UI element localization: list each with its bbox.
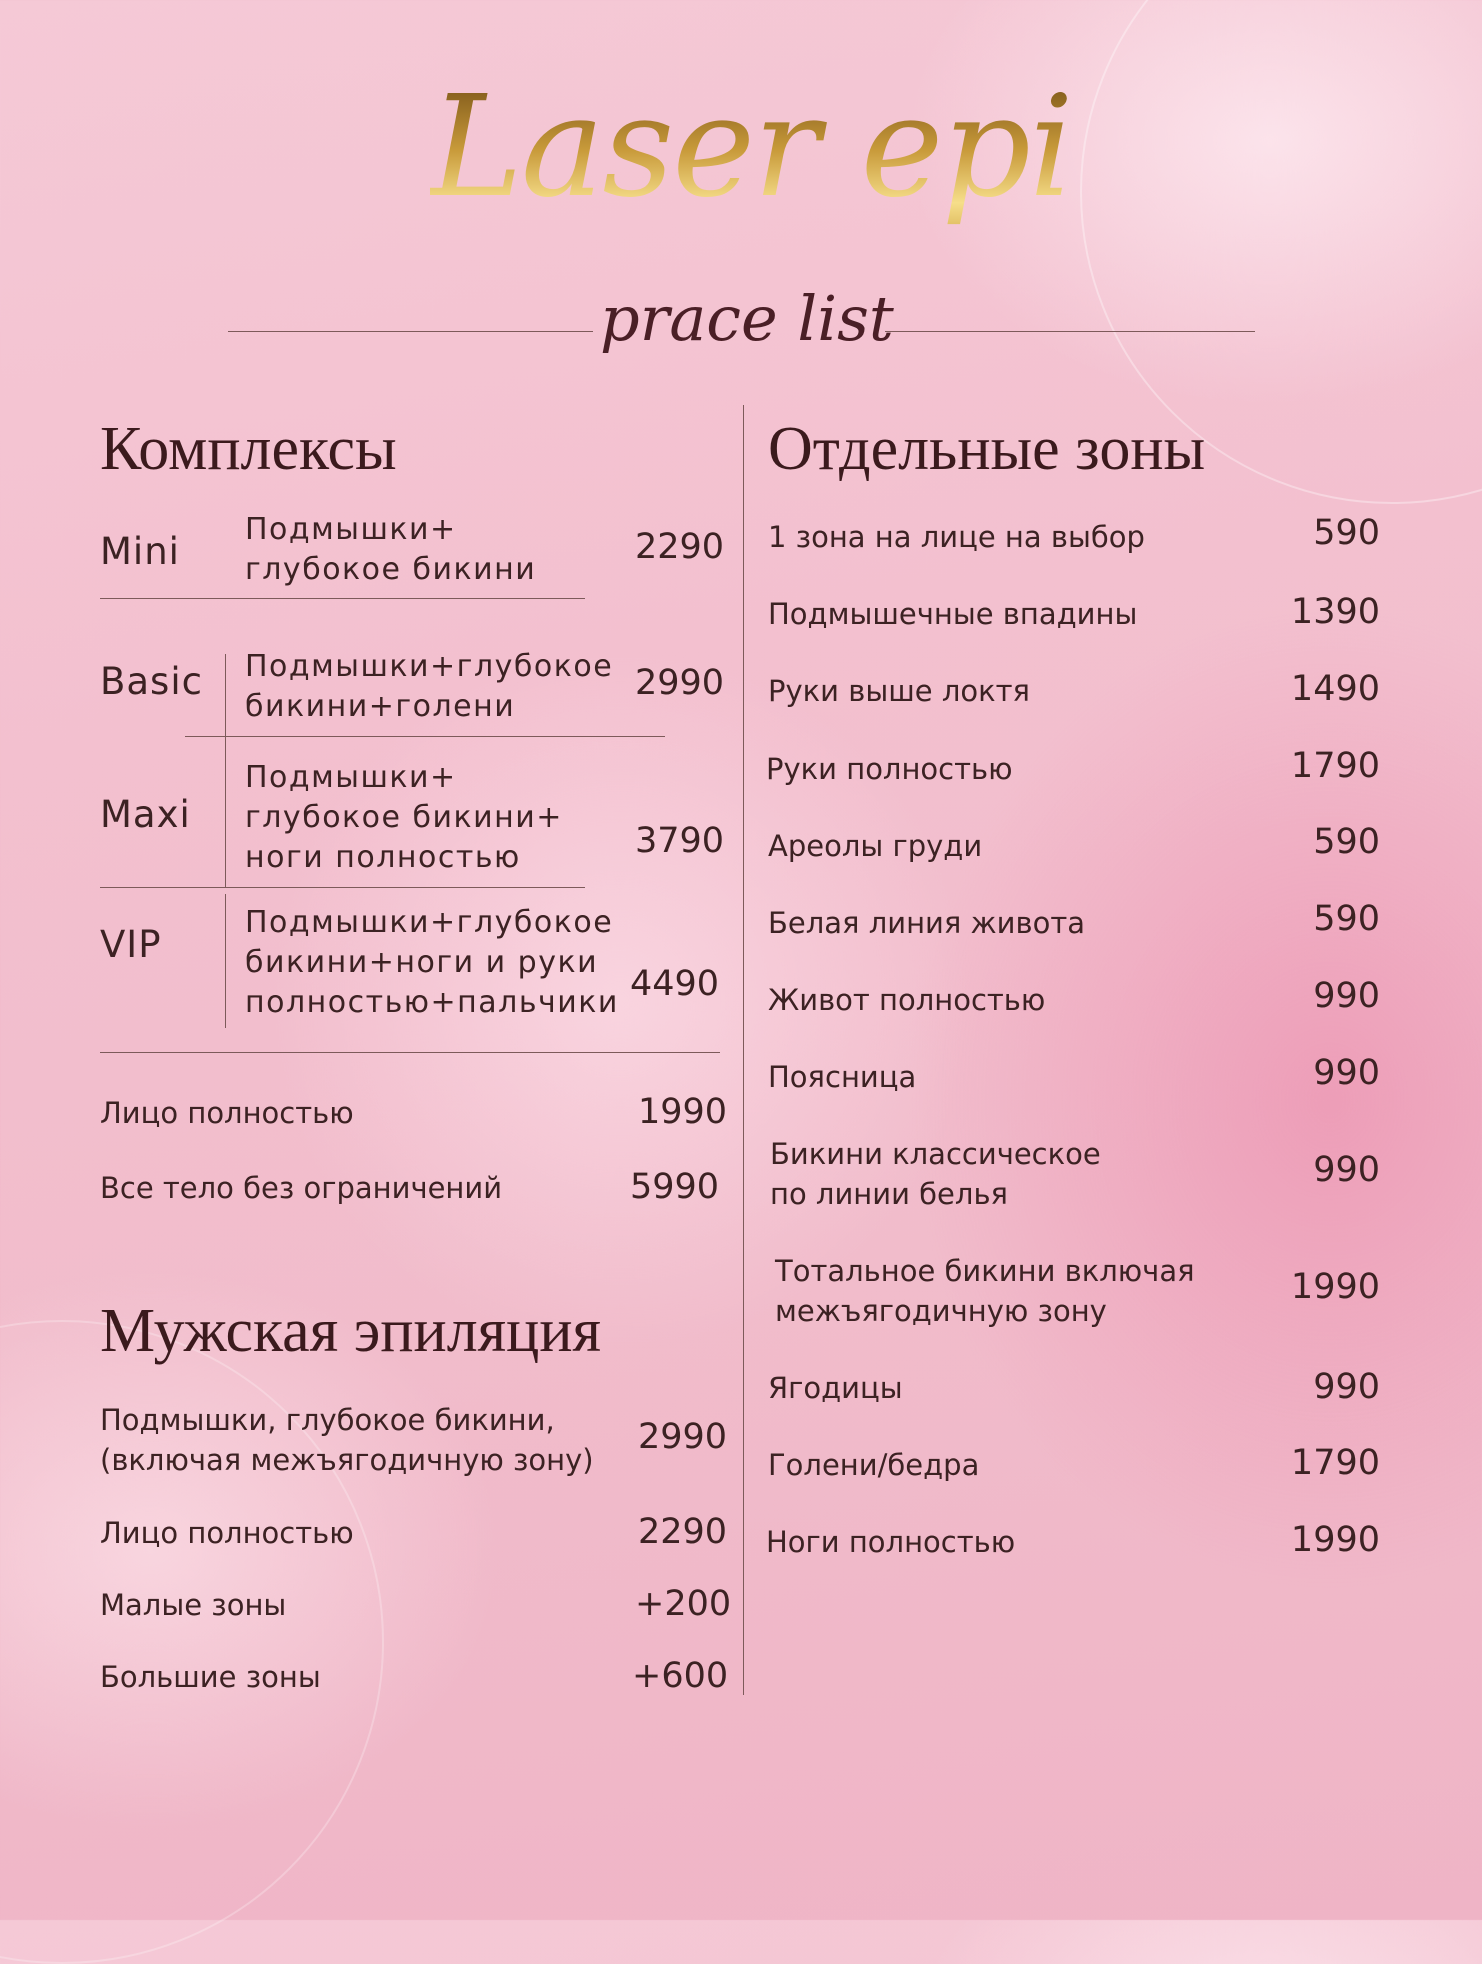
package-price: 3790 [635,821,725,861]
price-item-value: 1390 [1290,592,1380,632]
package-price: 2290 [635,527,725,567]
price-item-value: 2990 [638,1417,728,1457]
package-name: Mini [100,530,180,573]
price-item-label: Ноги полностью [766,1525,1016,1559]
package-row-vip [100,923,162,966]
price-item-value: 990 [1313,1367,1380,1407]
package-price: 2990 [635,663,725,703]
package-separator [185,736,665,737]
price-item-label: Ягодицы [768,1371,903,1405]
price-item-value: +200 [635,1584,732,1624]
price-item-value: 1990 [1290,1267,1380,1307]
price-item-label: Подмышечные впадины [768,597,1138,631]
package-price: 4490 [630,964,720,1004]
package-desc [245,903,619,1023]
package-desc-line: Подмышки+глубокое [245,649,614,684]
zones-heading: Отдельные зоны [768,415,1206,483]
package-column-rule [225,736,226,888]
price-item [100,1400,594,1480]
title-rule-right [885,331,1255,332]
page-subtitle: prace list [600,282,894,355]
package-separator [100,887,585,888]
price-item-value: 1490 [1290,669,1380,709]
price-item-value: 590 [1313,899,1380,939]
package-separator [100,598,585,599]
price-item-label: по линии белья [770,1177,1008,1211]
price-item-label: Тотальное бикини включая [775,1254,1195,1288]
price-item-label: Руки полностью [766,752,1013,786]
men-heading: Мужская эпиляция [100,1297,602,1365]
price-item-value: 1990 [1290,1520,1380,1560]
package-desc-line: Подмышки+ [245,760,457,795]
package-row-mini [100,530,180,573]
price-item-label: Белая линия живота [768,906,1086,940]
price-item-label: Большие зоны [100,1660,321,1694]
price-item-label: Живот полностью [768,983,1046,1017]
package-desc-line: полностью+пальчики [245,985,619,1020]
package-row-maxi [100,793,191,836]
price-item-value: 1790 [1290,746,1380,786]
package-desc-line: Подмышки+ [245,512,457,547]
package-row-basic [100,660,203,703]
packages-bottom-rule [100,1052,720,1053]
price-item-value: 990 [1313,1150,1380,1190]
price-item [770,1134,1101,1214]
price-item-label: (включая межъягодичную зону) [100,1443,594,1477]
package-desc-line: бикини+голени [245,689,516,724]
package-desc [245,758,563,878]
package-name: VIP [100,923,162,966]
price-item-label: Малые зоны [100,1588,287,1622]
price-item-value: 990 [1313,976,1380,1016]
package-desc-line: глубокое бикини [245,552,537,587]
price-item-value: 1990 [638,1092,728,1132]
column-divider [743,405,744,1695]
price-item-value: 5990 [630,1167,720,1207]
page-title: Laser epil [430,78,1070,318]
price-item-value: +600 [632,1656,729,1696]
package-desc [245,510,536,590]
title-rule-left [228,331,593,332]
price-item-label: Подмышки, глубокое бикини, [100,1403,555,1437]
price-item-label: Ареолы груди [768,829,983,863]
package-desc [245,647,613,727]
price-item-label: Голени/бедра [768,1448,980,1482]
price-item-label: Бикини классическое [770,1137,1101,1171]
price-item-label: Лицо полностью [100,1516,354,1550]
package-name: Basic [100,660,203,703]
price-item-value: 2290 [638,1512,728,1552]
package-name: Maxi [100,793,191,836]
package-desc-line: бикини+ноги и руки [245,945,599,980]
price-item-label: Все тело без ограничений [100,1171,503,1205]
price-item-value: 1790 [1290,1443,1380,1483]
price-item-label: Поясница [768,1060,917,1094]
package-column-rule [225,894,226,1028]
price-item-label: межъягодичную зону [775,1294,1107,1328]
price-item-label: 1 зона на лице на выбор [768,520,1145,554]
price-item-value: 590 [1313,513,1380,553]
price-item-value: 990 [1313,1053,1380,1093]
package-desc-line: Подмышки+глубокое [245,905,614,940]
price-item-label: Лицо полностью [100,1096,354,1130]
package-desc-line: ноги полностью [245,840,521,875]
price-item-label: Руки выше локтя [768,674,1030,708]
complexes-heading: Комплексы [100,415,397,483]
package-desc-line: глубокое бикини+ [245,800,563,835]
price-item [775,1251,1195,1331]
price-item-value: 590 [1313,822,1380,862]
